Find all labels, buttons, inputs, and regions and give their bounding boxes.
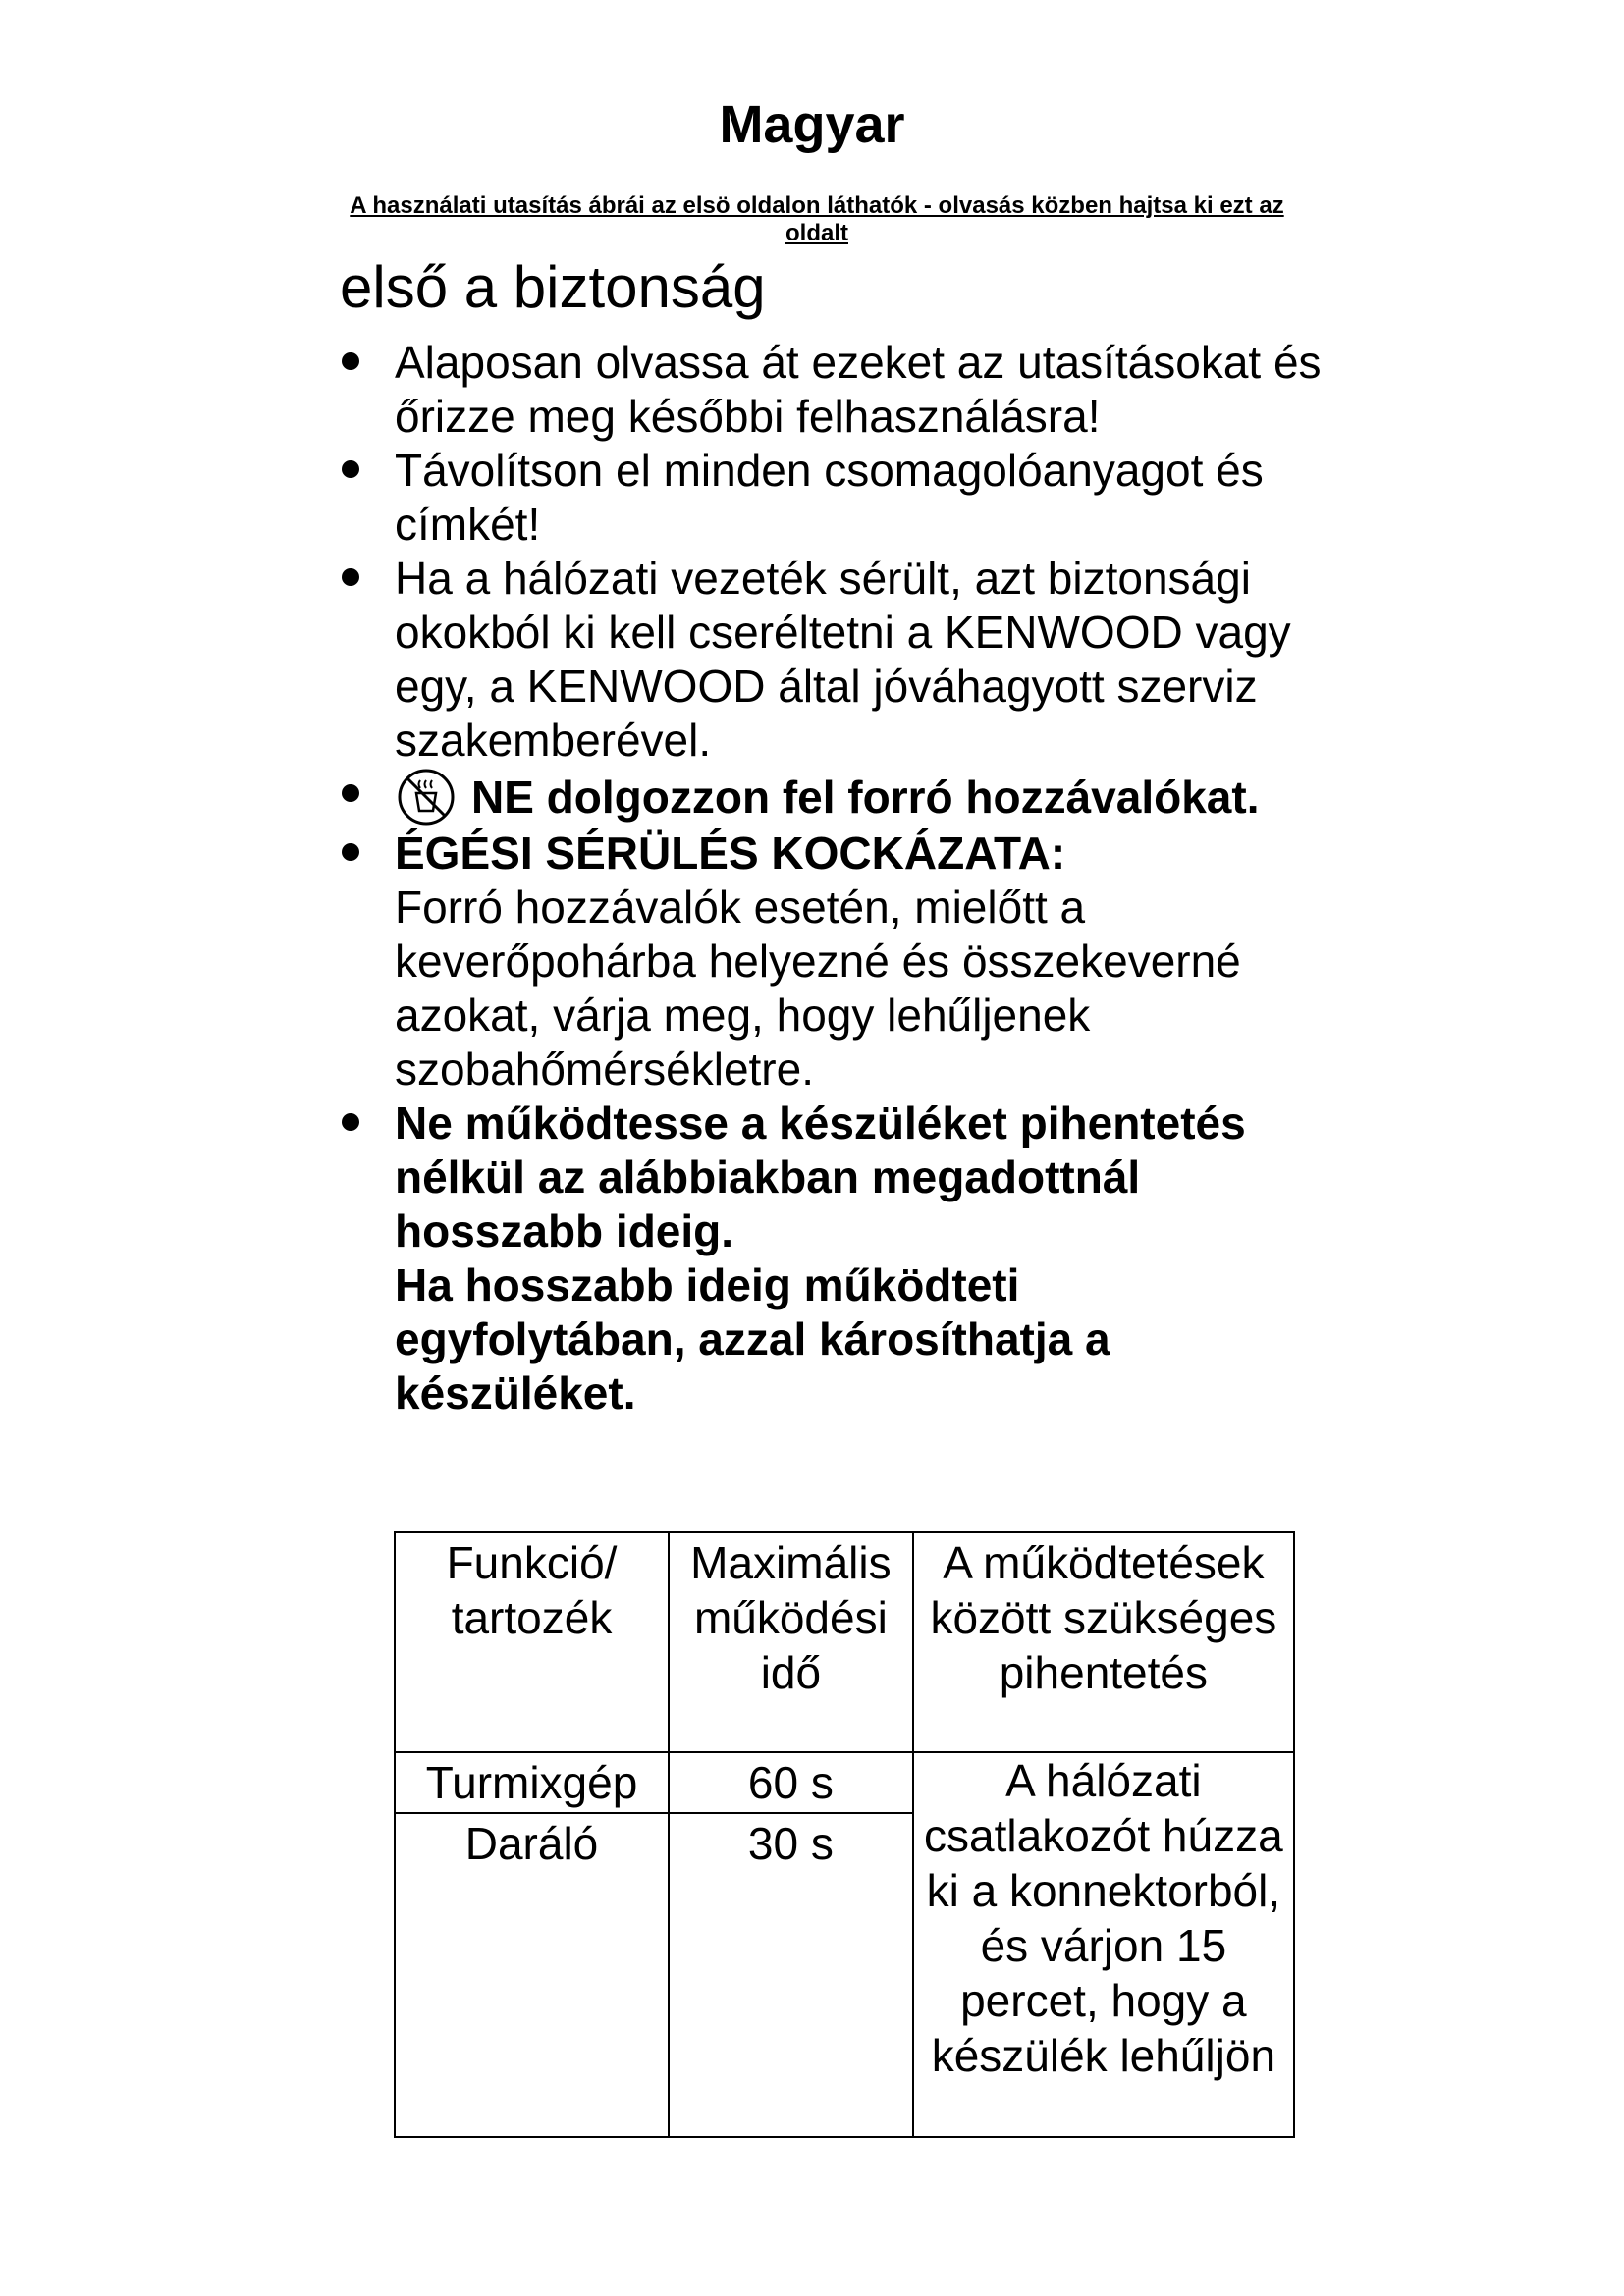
function-cell: Daráló	[395, 1813, 669, 2137]
time-cell: 30 s	[669, 1813, 913, 2137]
bullet-text: Ha a hálózati vezeték sérült, azt biztonsági okokból ki kell cseréltetni a KENWOOD vagy egy, a KENWOOD által jóváhagyott szerviz szakemberével.	[395, 553, 1291, 766]
warning-label: ÉGÉSI SÉRÜLÉS KOCKÁZATA:	[395, 828, 1066, 879]
bullet-icon	[342, 784, 359, 802]
bullet-icon	[342, 460, 359, 478]
list-item	[340, 444, 1322, 552]
bullet-text: Alaposan olvassa át ezeket az utasításokat és őrizze meg későbbi felhasználásra!	[395, 337, 1322, 442]
rest-cell: A hálózati csatlakozót húzza ki a konnektorból, és várjon 15 percet, hogy a készülék lehűljön	[913, 1752, 1294, 2137]
time-cell: 60 s	[669, 1752, 913, 1813]
list-item	[340, 1096, 1322, 1420]
bullet-icon	[342, 843, 359, 861]
bullet-text-2: Ha hosszabb ideig működteti egyfolytában, azzal károsíthatja a készüléket.	[395, 1259, 1110, 1418]
column-header-max-time: Maximális működési idő	[669, 1532, 913, 1752]
list-item	[340, 336, 1322, 444]
bullet-icon	[342, 568, 359, 586]
function-cell: Turmixgép	[395, 1752, 669, 1813]
list-item	[340, 552, 1322, 768]
column-header-rest: A működtetések között szükséges pihentetés	[913, 1532, 1294, 1752]
bullet-icon	[342, 1113, 359, 1131]
no-hot-ingredients-icon	[395, 768, 458, 827]
bullet-text: NE dolgozzon fel forró hozzávalókat.	[471, 772, 1260, 823]
bullet-text: Ne működtesse a készüléket pihentetés nélkül az alábbiakban megadottnál hosszabb ideig.	[395, 1097, 1246, 1256]
table-header-row	[395, 1532, 1294, 1752]
column-header-function: Funkció/ tartozék	[395, 1532, 669, 1752]
section-heading: első a biztonság	[340, 254, 766, 320]
list-item	[340, 768, 1322, 827]
operating-time-table	[394, 1531, 1295, 2138]
page-title: Magyar	[719, 95, 905, 154]
fold-out-note: A használati utasítás ábrái az elsö oldalon láthatók - olvasás közben hajtsa ki ezt az oldalt	[350, 192, 1284, 246]
bullet-text: Forró hozzávalók esetén, mielőtt a keverőpohárba helyezné és összekeverné azokat, várja meg, hogy lehűljenek szobahőmérsékletre.	[395, 881, 1241, 1095]
bullet-text: Távolítson el minden csomagolóanyagot és címkét!	[395, 445, 1264, 550]
list-item	[340, 827, 1322, 1096]
table-row	[395, 1752, 1294, 1813]
bullet-icon	[342, 352, 359, 370]
safety-list	[340, 336, 1322, 1420]
